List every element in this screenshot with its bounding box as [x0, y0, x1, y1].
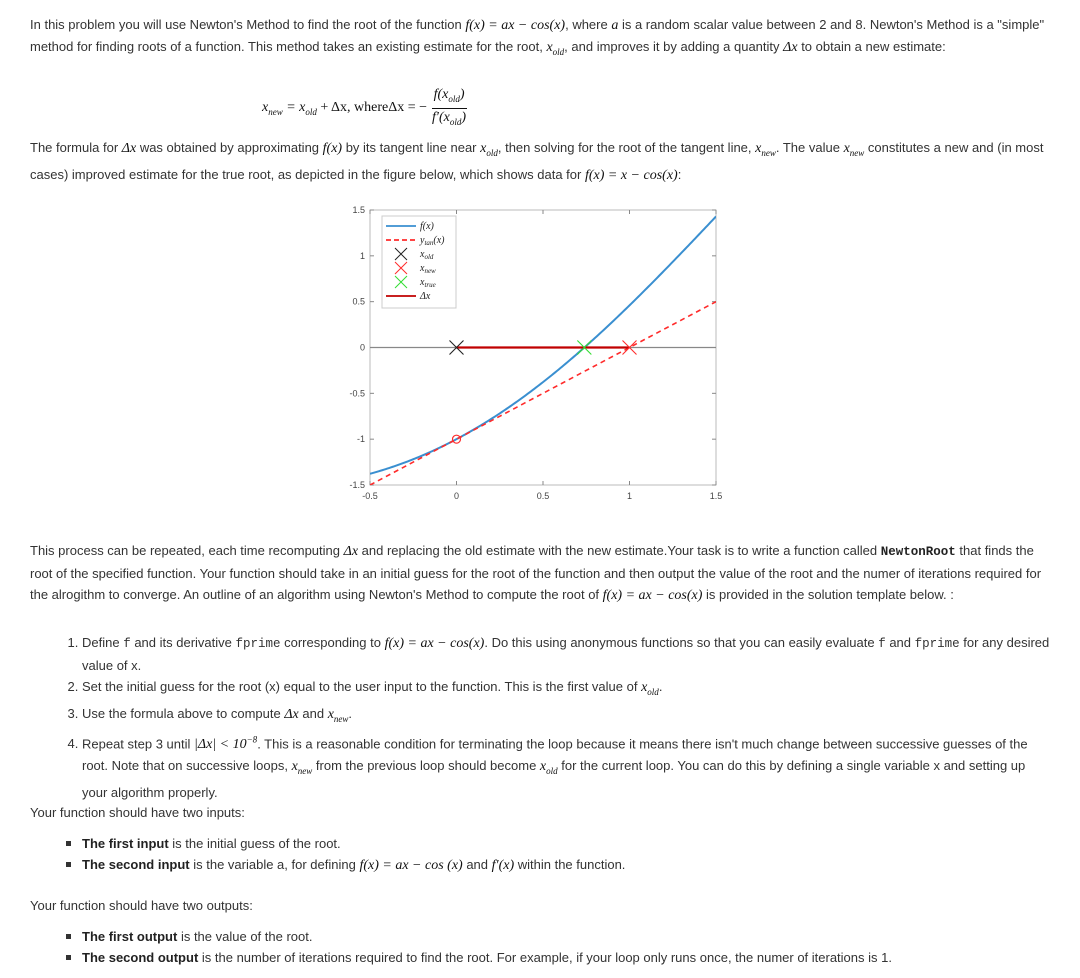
- output-item-2: The second output is the number of iterations required to find the root. For example, if your loop only runs once, the numer of iterations is 1.: [82, 947, 1050, 968]
- outputs-heading: Your function should have two outputs:: [30, 898, 253, 913]
- y-tick-label: 1.5: [352, 205, 365, 215]
- step-4: 4. Repeat step 3 until $|\Delta x| < 10^{-8}$. This is a reasonable condition for terminating the loop because it means there isn't much change between successive guesses of the root. Note that on successive loops, $x_{new}$ from the previous loop should become $x_{old}$ for the current loop. You can do this by defining a single variable x and setting up your algorithm properly.: [82, 730, 1050, 803]
- output-item-1: The first output is the value of the root.: [82, 926, 1050, 947]
- y-tick-label: 0.5: [352, 296, 365, 307]
- legend-label-0: f(x): [420, 221, 434, 232]
- y-tick-label: 0: [359, 342, 365, 353]
- algorithm-steps: [30, 632, 1050, 803]
- newton-formula: $x_{new}$ = $x_{old}$ + Δx, whereΔx = − $\frac{f(x_{old})}{f'(x_{old})}$: [262, 86, 467, 127]
- step-3: 3. Use the formula above to compute Δx and $x_{new}$.: [82, 703, 1050, 730]
- task-paragraph: This process can be repeated, each time recomputing Δx and replacing the old estimate with the new estimate.Your task is to write a function called NewtonRoot that finds the root of the specified function. Your function should take in an initial guess for the root of the function and then output the value of the root and the numer of iterations required for the alrogithm to converge. An outline of an algorithm using Newton's Method to compute the root of f(x) = ax − cos(x) is provided in the solution template below. :: [30, 543, 1042, 603]
- step-2: 2. Set the initial guess for the root (x) equal to the user input to the function. This is the first value of $x_{old}$.: [82, 676, 1050, 703]
- y-tick-label: -0.5: [349, 388, 365, 399]
- step-1: 1. Define f and its derivative fprime corresponding to f(x) = ax − cos(x). Do this using anonymous functions so that you can easily evaluate f and fprime for any desired value of x.: [82, 632, 1050, 676]
- inputs-list: [30, 833, 1050, 876]
- x-tick-label: 0: [453, 491, 460, 501]
- x-tick-label: 0.5: [536, 491, 550, 501]
- outputs-list: [30, 926, 1050, 968]
- tangent-paragraph: The formula for Δx was obtained by approximating f(x) by its tangent line near $x_{old}$, then solving for the root of the tangent line, $x_{new}$. The value $x_{new}$ constitutes a new and (in most cases) improved estimate for the true root, as depicted in the figure below, which shows data for f(x) = x − cos(x):: [30, 140, 1044, 183]
- newton-method-chart: [320, 200, 740, 510]
- legend-box: [382, 216, 456, 308]
- y-tick-label: -1: [356, 434, 365, 445]
- inputs-heading: Your function should have two inputs:: [30, 805, 245, 820]
- x-tick-label: 1: [626, 491, 633, 501]
- legend-label-1: $y_{tan}(x)$: [420, 235, 445, 247]
- y-tick-label: 1: [359, 250, 365, 261]
- legend-label-4: $x_{true}$: [420, 277, 436, 289]
- legend-label-2: $x_{old}$: [420, 249, 434, 261]
- intro-paragraph: In this problem you will use Newton's Method to find the root of the function f(x) = ax − cos(x), where a is a random scalar value between 2 and 8. Newton's Method is a "simple" method for finding roots of a function. This method takes an existing estimate for the root, $x_{old}$, and improves it by adding a quantity Δx to obtain a new estimate:: [30, 17, 1045, 57]
- y-tick-label: -1.5: [349, 480, 365, 490]
- x-tick-label: 1.5: [709, 491, 723, 501]
- input-item-1: The first input is the initial guess of the root.: [82, 833, 1050, 854]
- input-item-2: The second input is the variable a, for defining f(x) = ax − cos (x) and f′(x) within the function.: [82, 854, 1050, 876]
- legend-label-3: $x_{new}$: [420, 263, 436, 275]
- legend-label-5: Δx: [420, 291, 431, 302]
- x-tick-label: -0.5: [362, 491, 378, 501]
